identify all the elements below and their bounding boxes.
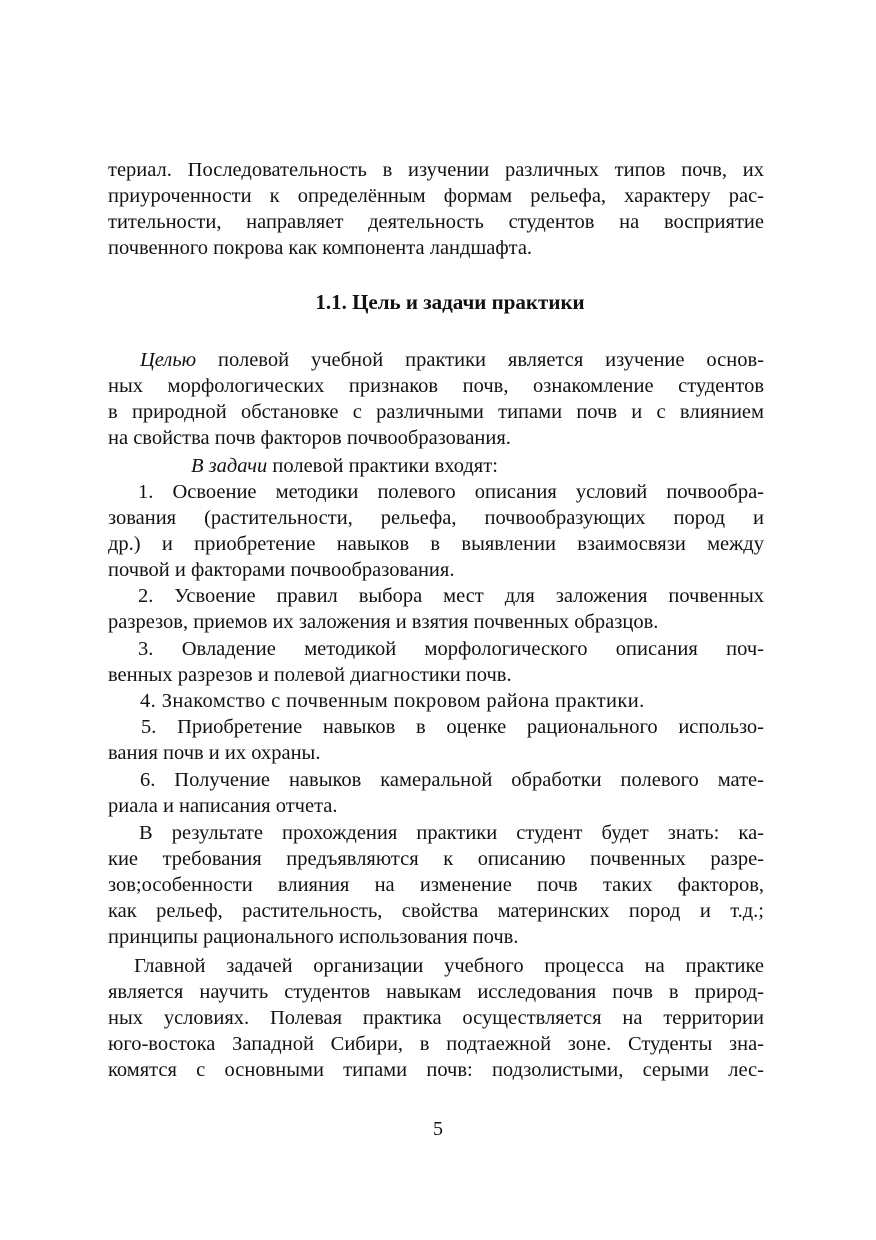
text-line: териал. Последовательность в изучении различных типов почв, их xyxy=(108,159,764,181)
text-line: ных условиях. Полевая практика осуществляется на территории xyxy=(108,1007,764,1029)
list-item: 4. Знакомство с почвенным покровом района практики. xyxy=(140,690,645,712)
list-item: 1. Освоение методики полевого описания условий почвообра- xyxy=(138,481,764,503)
list-item: 5. Приобретение навыков в оценке рационального использо- xyxy=(141,716,764,738)
text-line xyxy=(191,453,764,479)
text-line: является научить студентов навыкам исследования почв в природ- xyxy=(108,981,764,1003)
text-line: принципы рационального использования почв. xyxy=(108,926,519,948)
text-line: зов;особенности влияния на изменение почв таких факторов, xyxy=(108,874,764,896)
text-line: приуроченности к определённым формам рельефа, характеру рас- xyxy=(108,185,764,207)
text-line: тительности, направляет деятельность студентов на восприятие xyxy=(108,211,764,233)
page-number: 5 xyxy=(433,1118,443,1140)
text-line: риала и написания отчета. xyxy=(108,795,338,817)
text-line: др.) и приобретение навыков в выявлении взаимосвязи между xyxy=(108,533,764,555)
goal-text: полевой учебной практики является изучение основ- xyxy=(196,349,764,371)
text-line: почвой и факторами почвообразования. xyxy=(108,559,455,581)
text-line: зования (растительности, рельефа, почвообразующих пород и xyxy=(108,507,764,529)
list-item: 6. Получение навыков камеральной обработки полевого мате- xyxy=(140,769,764,791)
text-line: разрезов, приемов их заложения и взятия почвенных образцов. xyxy=(108,611,659,633)
tasks-intro-text: полевой практики входят: xyxy=(267,455,498,477)
goal-emphasis: Целью xyxy=(140,349,197,371)
text-line: почвенного покрова как компонента ландшафта. xyxy=(108,237,533,259)
list-item: 2. Усвоение правил выбора мест для заложения почвенных xyxy=(138,585,764,607)
text-line: венных разрезов и полевой диагностики почв. xyxy=(108,664,512,686)
list-item: 3. Овладение методикой морфологического описания поч- xyxy=(138,638,764,660)
text-line: кие требования предъявляются к описанию почвенных разре- xyxy=(108,848,764,870)
text-line: как рельеф, растительность, свойства материнских пород и т.д.; xyxy=(108,900,764,922)
text-line: комятся с основными типами почв: подзолистыми, серыми лес- xyxy=(108,1059,764,1081)
text-line: юго-востока Западной Сибири, в подтаежной зоне. Студенты зна- xyxy=(108,1033,764,1055)
text-line: в природной обстановке с различными типами почв и с влиянием xyxy=(108,401,764,423)
section-heading: 1.1. Цель и задачи практики xyxy=(315,290,585,314)
text-line xyxy=(140,347,764,373)
tasks-emphasis: В задачи xyxy=(191,455,268,477)
text-line: вания почв и их охраны. xyxy=(108,742,321,764)
text-line: Главной задачей организации учебного процесса на практике xyxy=(134,955,764,977)
text-line: на свойства почв факторов почвообразования. xyxy=(108,427,511,449)
text-line: ных морфологических признаков почв, ознакомление студентов xyxy=(108,375,764,397)
text-line: В результате прохождения практики студент будет знать: ка- xyxy=(139,822,764,844)
